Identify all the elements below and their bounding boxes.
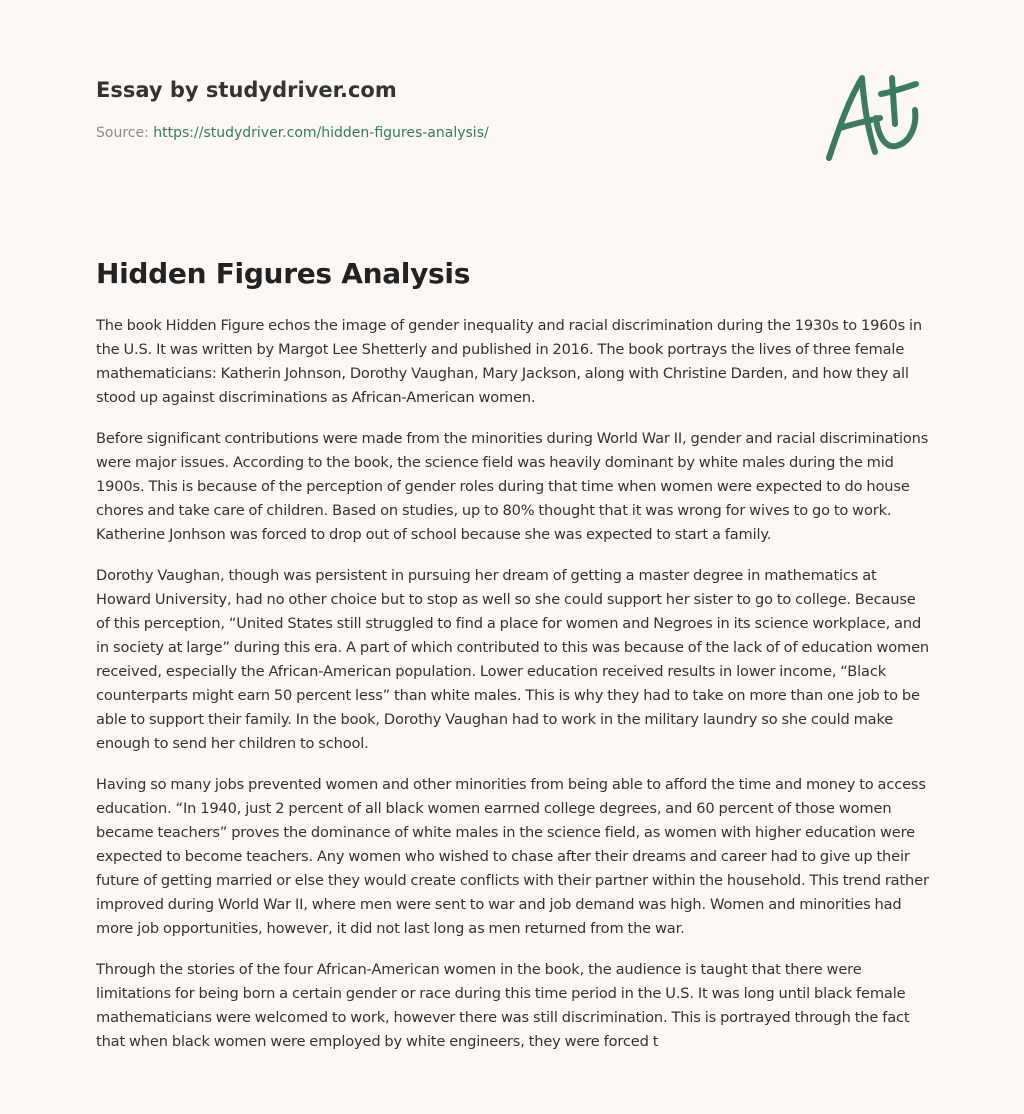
- brand-title: Essay by studydriver.com: [96, 78, 397, 102]
- source-link[interactable]: https://studydriver.com/hidden-figures-analysis/: [153, 125, 489, 141]
- a-plus-logo-icon: [818, 66, 928, 166]
- paragraph-3: Dorothy Vaughan, though was persistent in pursuing her dream of getting a master degree in mathematics at Howard University, had no other choice but to stop as well so she could support her sister to go to college. Because of this perception, “United States still struggled to find a place for women and Negroes in its science workplace, and in society at large” during this era. A part of which contributed to this was because of the lack of of education women received, especially the African-American population. Lower education received results in lower income, “Black counterparts might earn 50 percent less” than white males. This is why they had to take on more than one job to be able to support their family. In the book, Dorothy Vaughan had to work in the military laundry so she could make enough to send her children to school.: [96, 567, 930, 752]
- paragraph-1: The book Hidden Figure echos the image of gender inequality and racial discrimination during the 1930s to 1960s in the U.S. It was written by Margot Lee Shetterly and published in 2016. The book portrays the lives of three female mathematicians: Katherin Johnson, Dorothy Vaughan, Mary Jackson, along with Christine Darden, and how they all stood up against discriminations as African-American women.: [96, 317, 923, 406]
- source-line: [96, 124, 489, 142]
- paragraph-5: Through the stories of the four African-American women in the book, the audience is taught that there were limitations for being born a certain gender or race during this time period in the U.S. It was long until black female mathematicians were welcomed to work, however there was still discrimination. This is portrayed through the fact that when black women were employed by white engineers, they were forced t: [96, 961, 910, 1050]
- paragraph-2: Before significant contributions were made from the minorities during World War II, gender and racial discriminations were major issues. According to the book, the science field was heavily dominant by white males during the mid 1900s. This is because of the perception of gender roles during that time when women were expected to do house chores and take care of children. Based on studies, up to 80% thought that it was wrong for wives to go to work. Katherine Jonhson was forced to drop out of school because she was expected to start a family.: [96, 430, 929, 543]
- paragraph-4: Having so many jobs prevented women and other minorities from being able to afford the time and money to access education. “In 1940, just 2 percent of all black women earrned college degrees, and 60 percent of those women became teachers” proves the dominance of white males in the science field, as women with higher education were expected to become teachers. Any women who wished to chase after their dreams and career had to give up their future of getting married or else they would create conflicts with their partner within the household. This trend rather improved during World War II, where men were sent to war and job demand was high. Women and minorities had more job opportunities, however, it did not last long as men returned from the war.: [96, 776, 929, 937]
- essay-body: [96, 314, 932, 1071]
- essay-title: Hidden Figures Analysis: [96, 257, 471, 290]
- source-label: Source:: [96, 125, 154, 141]
